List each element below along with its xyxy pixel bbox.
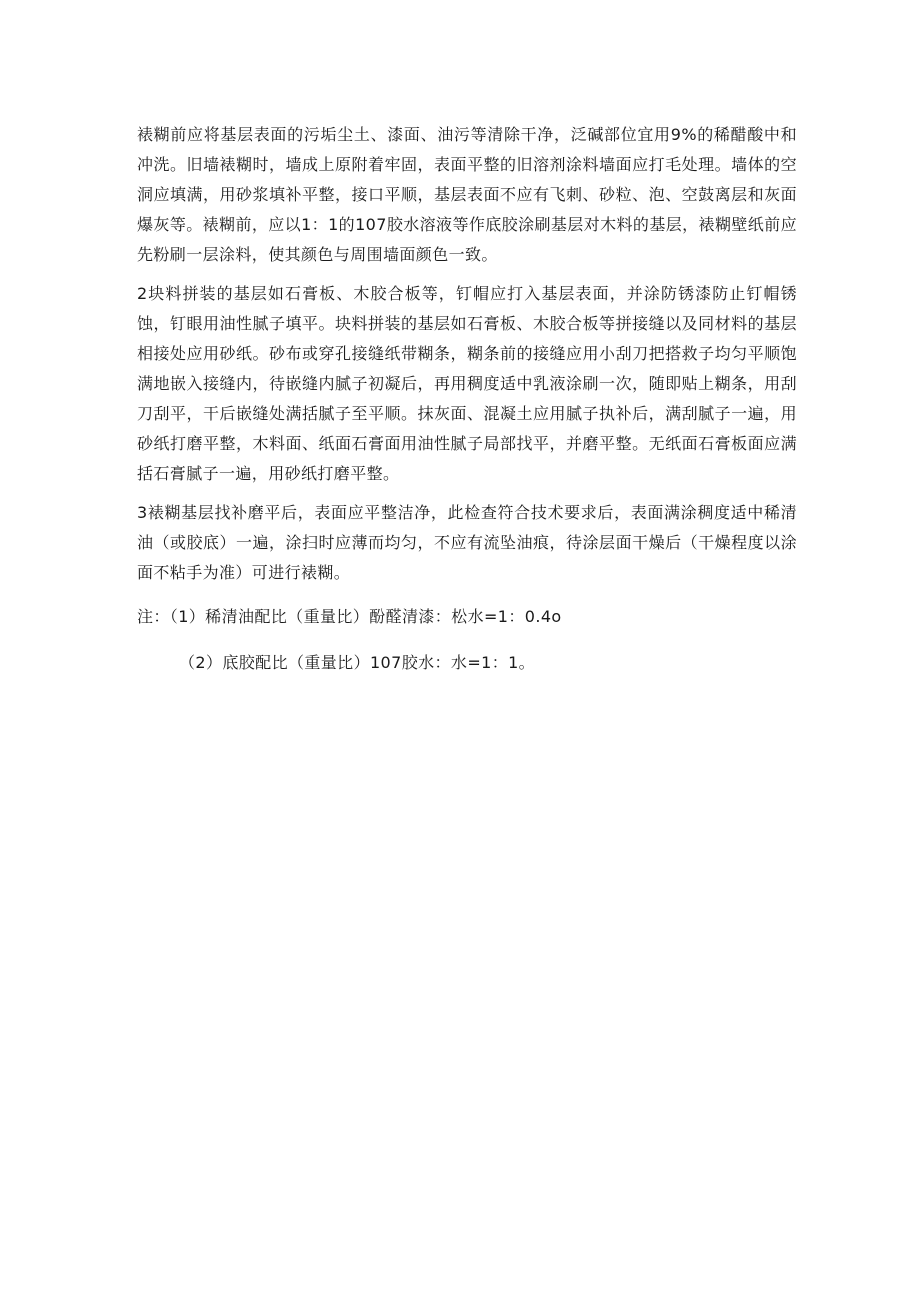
note-primer-ratio: （2）底胶配比（重量比）107胶水：水=1：1。 bbox=[179, 653, 536, 672]
paragraph-block-substrate: 2块料拼装的基层如石膏板、木胶合板等，钉帽应打入基层表面，并涂防锈漆防止钉帽锈蚀，钉眼用油性腻子填平。块料拼装的基层如石膏板、木胶合板等拼接缝以及同材料的基层相接处应用砂纸。砂布或穿孔接缝纸带糊条，糊条前的接缝应用小刮刀把搭救子均匀平顺饱满地嵌入接缝内，待嵌缝内腻子初凝后，再用稠度适中乳液涂刷一次，随即贴上糊条，用刮刀刮平，干后嵌缝处满括腻子至平顺。抹灰面、混凝土应用腻子执补后，满刮腻子一遍，用砂纸打磨平整，木料面、纸面石膏面用油性腻子局部找平，并磨平整。无纸面石膏板面应满括石膏腻子一遍，用砂纸打磨平整。 bbox=[137, 284, 797, 483]
document-body bbox=[137, 120, 797, 678]
paragraph-primer-coat: 3裱糊基层找补磨平后，表面应平整洁净，此检查符合技术要求后，表面满涂稠度适中稀清油（或胶底）一遍，涂扫时应薄而均匀，不应有流坠油痕，待涂层面干燥后（干燥程度以涂面不粘手为准）可进行裱糊。 bbox=[137, 503, 797, 582]
paragraph-surface-cleaning: 裱糊前应将基层表面的污垢尘土、漆面、油污等清除干净，泛碱部位宜用9%的稀醋酸中和冲洗。旧墙裱糊时，墙成上原附着牢固，表面平整的旧溶剂涂料墙面应打毛处理。墙体的空洞应填满，用砂浆填补平整，接口平顺，基层表面不应有飞刺、砂粒、泡、空鼓离层和灰面爆灰等。裱糊前，应以1：1的107胶水溶液等作底胶涂刷基层对木料的基层，裱糊壁纸前应先粉刷一层涂料，使其颜色与周围墙面颜色一致。 bbox=[137, 125, 797, 264]
note-clear-oil-ratio: 注：（1）稀清油配比（重量比）酚醛清漆：松水=1：0.4o bbox=[137, 607, 562, 626]
